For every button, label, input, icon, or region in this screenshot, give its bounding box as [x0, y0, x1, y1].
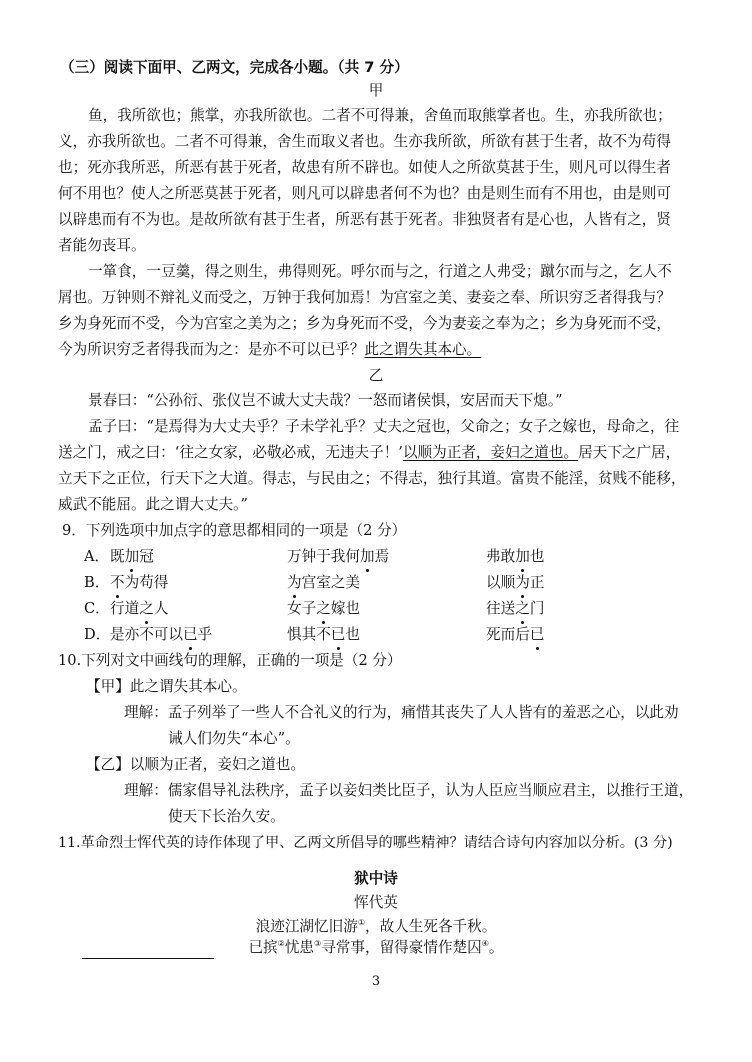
passage-a-line: 乡为身死而不受，今为宫室之美为之；乡为身死而不受，今为妻妾之奉为之；乡为身死而不受， [58, 315, 671, 332]
passage-b-line-underlined [58, 443, 680, 463]
option-phrase: 弗敢加也 [486, 548, 545, 565]
dotted-char: 之 [316, 600, 331, 617]
passage-b-underlined-sentence: 以顺为正者，妾妇之道也。 [402, 444, 579, 461]
option-phrase: 死而后已 [486, 626, 545, 643]
option-letter: C． [84, 600, 110, 617]
dotted-char: 为 [515, 574, 530, 591]
dotted-char: 之 [515, 600, 530, 617]
option-phrase: 为宫室之美 [287, 574, 360, 591]
dotted-char: 不 [110, 574, 125, 591]
passage-a-line: 屑也。万钟则不辩礼义而受之，万钟于我何加焉！为宫室之美、妻妾之奉、所识穷乏者得我与？ [58, 289, 671, 306]
option-phrase: 是亦不可以已乎 [110, 626, 213, 643]
passage-b-line: 孟子曰：“是焉得为大丈夫乎？子未学礼乎？丈夫之冠也，父命之；女子之嫁也，母命之，往 [88, 418, 680, 435]
passage-b-line: 立天下之正位，行天下之大道。得志，与民由之；不得志，独行其道。富贵不能淫，贫贱不能移， [58, 470, 686, 487]
option-phrase: 既加冠 [110, 548, 154, 565]
passage-a-line: 以辟患而有不为也。是故所欲有甚于生者，所恶有甚于死者。非独贤者有是心也，人皆有之，贤 [58, 211, 671, 228]
passage-a-underlined-sentence: 此之谓失其本心。 [364, 341, 482, 358]
q10-stem: 10.下列对文中画线句的理解，正确的一项是（2 分） [58, 652, 402, 669]
option-phrase: 惧其不已也 [287, 626, 361, 643]
option-phrase: 行道之人 [110, 600, 169, 617]
option-letter: B． [84, 574, 110, 591]
dotted-char: 加 [515, 548, 530, 565]
passage-a-line: 义，亦我所欲也。二者不可得兼，舍生而取义者也。生亦我所欲，所欲有甚于生者，故不为苟得 [58, 133, 671, 150]
option-phrase: 女子之嫁也 [287, 600, 361, 617]
passage-b-text: 送之门，戒之曰：‘往之女家，必敬必戒，无违夫子！’ [58, 444, 403, 461]
dotted-char: 加 [359, 548, 375, 565]
option-letter: A． [84, 548, 110, 565]
dotted-char: 已 [182, 626, 198, 643]
footnote-mark: ① [357, 918, 365, 928]
option-letter: D． [84, 626, 111, 643]
option-phrase: 不为苟得 [110, 574, 169, 591]
dotted-char: 已 [529, 626, 545, 643]
page-number: 3 [371, 974, 381, 989]
option-phrase: 万钟于我何加焉 [287, 548, 390, 565]
passage-a-line: 何不用也？使人之所恶莫甚于死者，则凡可以辟患者何不为也？由是则生而有不用也，由是则可 [58, 185, 671, 202]
q9-stem: 9．下列选项中加点字的意思都相同的一项是（2 分） [62, 522, 407, 539]
poem-line-2: 已摈②忧患③寻常事，留得豪情作楚囚④。 [248, 939, 504, 956]
section-heading: （三）阅读下面甲、乙两文，完成各小题。（共 7 分） [60, 59, 409, 76]
q10-item-b-explanation: 使天下长治久安。 [168, 808, 285, 825]
passage-a-line: 鱼，我所欲也；熊掌，亦我所欲也。二者不可得兼，舍鱼而取熊掌者也。生，亦我所欲也； [88, 107, 672, 124]
option-phrase: 往送之门 [486, 600, 545, 617]
dotted-char: 加 [124, 548, 140, 565]
q10-item-b-label: 【乙】以顺为正者，妾妇之道也。 [86, 756, 305, 773]
footnote-mark: ② [277, 939, 285, 949]
passage-a-line: 者能勿丧耳。 [58, 237, 146, 254]
passage-b-text: 居天下之广居， [578, 444, 681, 461]
q10-item-b-explanation: 理解：儒家倡导礼法秩序，孟子以妾妇类比臣子，认为人臣应当顺应君主，以推行王道， [124, 782, 694, 799]
passage-b-line: 威武不能屈。此之谓大丈夫。” [58, 496, 248, 513]
poem-author: 恽代英 [354, 894, 398, 911]
poem-line-1: 浪迹江湖忆旧游①，故人生死各千秋。 [255, 918, 497, 935]
passage-a-title: 甲 [368, 82, 384, 99]
footnote-mark: ④ [481, 939, 489, 949]
passage-b-line: 景春曰：“公孙衍、张仪岂不诚大丈夫哉？一怒而诸侯惧，安居而天下熄。” [88, 392, 563, 409]
footnote-mark: ③ [314, 939, 322, 949]
footnote-divider [82, 958, 214, 959]
option-phrase: 以顺为正 [486, 574, 545, 591]
q10-item-a-label: 【甲】此之谓失其本心。 [86, 678, 247, 695]
passage-b-title: 乙 [368, 367, 384, 384]
passage-a-last-line [58, 340, 481, 360]
passage-a-line: 也；死亦我所恶，所恶有甚于死者，故患有所不辟也。如使人之所欲莫甚于生，则凡可以得生者 [58, 159, 671, 176]
q10-item-a-explanation: 诫人们勿失“本心”。 [168, 730, 300, 747]
dotted-char: 已 [330, 626, 346, 643]
passage-a-last-plain: 今为所识穷乏者得我而为之：是亦不可以已乎？ [58, 341, 365, 358]
q11-stem: 11.革命烈士恽代英的诗作体现了甲、乙两文所倡导的哪些精神？请结合诗句内容加以分析。(3 分) [58, 835, 673, 851]
passage-a-line: 一箪食，一豆羹，得之则生，弗得则死。呼尔而与之，行道之人弗受；蹴尔而与之，乞人不 [88, 263, 672, 280]
dotted-char: 为 [287, 574, 302, 591]
poem-title: 狱中诗 [354, 870, 398, 887]
q10-item-a-explanation: 理解：孟子列举了一些人不合礼义的行为，痛惜其丧失了人人皆有的羞恶之心，以此劝 [124, 704, 679, 721]
dotted-char: 之 [139, 600, 154, 617]
